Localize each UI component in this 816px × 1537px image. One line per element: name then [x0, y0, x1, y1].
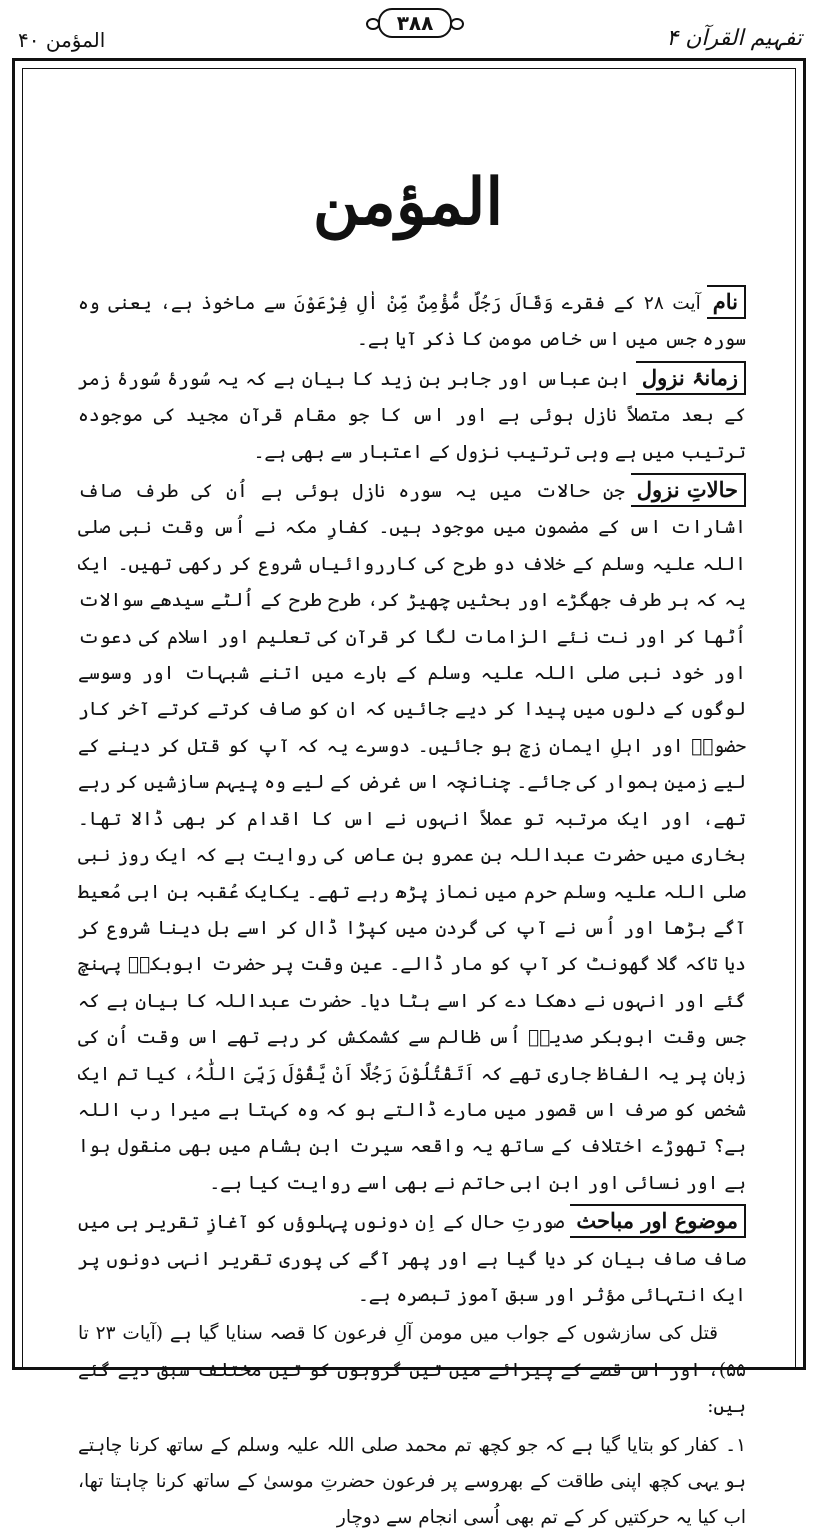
section-heading-topics: موضوع اور مباحث: [570, 1204, 746, 1238]
section-text-topics: صورتِ حال کے اِن دونوں پہلوؤں کو آغازِ تقریر ہی میں صاف صاف بیان کر دیا گیا ہے اور پھر آگے کی پوری تقریر انہی دونوں پر ایک انتہائی مؤثر اور سبق آموز تبصرہ ہے۔: [78, 1212, 746, 1306]
section-topics: [78, 1204, 746, 1314]
paragraph-point-1: ۱۔ کفار کو بتایا گیا ہے کہ جو کچھ تم محمد صلی اللہ علیہ وسلم کے ساتھ کرنا چاہتے ہو یہی کچھ اپنی طاقت کے بھروسے پر فرعون حضرتِ موسیٰ کے ساتھ کرنا چاہتا تھا، اب کیا یہ حرکتیں کر کے تم بھی اُسی انجام سے دوچار: [78, 1434, 746, 1529]
section-heading-revelation-circumstances: حالاتِ نزول: [631, 473, 746, 507]
paragraph-qatl: قتل کی سازشوں کے جواب میں مومن آلِ فرعون کا قصہ سنایا گیا ہے (آیات ۲۳ تا ۵۵)، اور اس قصے کے پیرائے میں تین گروہوں کو تین مختلف سبق دیے گئے ہیں:: [78, 1323, 746, 1418]
running-title-right: تفہیم القرآن ۴: [666, 26, 802, 51]
section-heading-name: نام: [707, 285, 746, 319]
running-title-left: المؤمن ۴۰: [18, 28, 106, 52]
section-text-revelation-time: ابنِ عباس اور جابر بن زید کا بیان ہے کہ یہ سُورۂ سُورۂ زمر کے بعد متصلاً نازل ہوئی ہے اور اس کا جو مقام قرآن مجید کی موجودہ ترتیب میں ہے وہی ترتیب نزول کے اعتبار سے بھی ہے۔: [78, 368, 746, 463]
section-text-revelation-circumstances: جن حالات میں یہ سورہ نازل ہوئی ہے اُن کی طرف صاف اشارات اس کے مضمون میں موجود ہیں۔ کفارِ مکہ نے اُس وقت نبی صلی اللہ علیہ وسلم کے خلاف دو طرح کی کارروائیاں شروع کر رکھی تھیں۔ ایک یہ کہ ہر طرف جھگڑے اور بحثیں چھیڑ کر، طرح طرح کے اُلٹے سیدھے سوالات اُٹھا کر اور نت نئے الزامات لگا کر قرآن کی تعلیم اور اسلام کی دعوت اور خود نبی صلی اللہ علیہ وسلم کے بارے میں اتنے شبہات اور وسوسے لوگوں کے دلوں میں پیدا کر دیے جائیں کہ ان کو صاف کرتے کرتے آخر کار حضورؐ اور اہلِ ایمان زچ ہو جائیں۔ دوسرے یہ کہ آپ کو قتل کر دینے کے لیے زمین ہموار کی جائے۔ چنانچہ اس غرض کے لیے وہ پیہم سازشیں کر رہے تھے، اور ایک مرتبہ تو عملاً انہوں نے اس کا اقدام کر بھی ڈالا تھا۔ بخاری میں حضرت عبداللہ بن عمرو بن عاص کی روایت ہے کہ ایک روز نبی صلی اللہ علیہ وسلم حرم میں نماز پڑھ رہے تھے۔ یکایک عُقبہ بن ابی مُعیط آگے بڑھا اور اُس نے آپ کی گردن میں کپڑا ڈال کر اسے بل دینا شروع کر دیا تاکہ گلا گھونٹ کر آپ کو مار ڈالے۔ عین وقت پر حضرت ابوبکرؓ پہنچ گئے اور انہوں نے دھکا دے کر اسے ہٹا دیا۔ حضرت عبداللہ کا بیان ہے کہ جس وقت ابوبکر صدیقؓ اُس ظالم سے کشمکش کر رہے تھے اس وقت اُن کی زبان پر یہ الفاظ جاری تھے کہ اَتَقْتُلُوْنَ رَجُلًا اَنْ یَّقُوْلَ رَبِّیَ اللّٰہُ، کیا تم ایک شخص کو صرف اس قصور میں مارے ڈالتے ہو کہ وہ کہتا ہے میرا رب اللہ ہے؟ تھوڑے اختلاف کے ساتھ یہ واقعہ سیرت ابن ہشام میں بھی منقول ہوا ہے اور نسائی اور ابن ابی حاتم نے بھی اسے روایت کیا ہے۔: [78, 481, 746, 1194]
section-revelation-circumstances: [78, 473, 746, 1202]
section-text-name: آیت ۲۸ کے فقرے وَقَالَ رَجُلٌ مُّؤْمِنٌ مِّنْ اٰلِ فِرْعَوْنَ سے ماخوذ ہے، یعنی وہ سورہ جس میں اس خاص مومن کا ذکر آیا ہے۔: [78, 293, 746, 351]
page-number: ۳۸۸: [378, 8, 452, 38]
section-name: [78, 285, 746, 359]
body-text: [78, 285, 746, 1537]
section-heading-revelation-time: زمانۂ نزول: [636, 361, 746, 395]
section-revelation-time: [78, 361, 746, 471]
surah-title: المؤمن: [312, 165, 504, 240]
